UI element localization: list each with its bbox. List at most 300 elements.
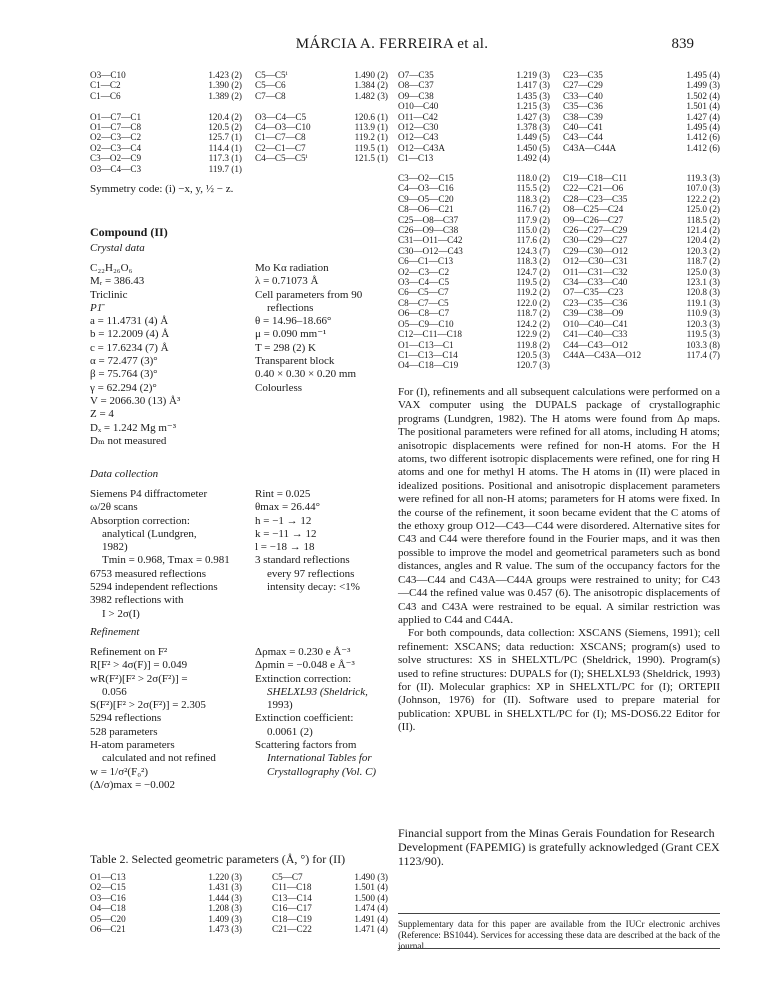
geometry-value: 120.6 (1): [354, 111, 388, 122]
radiation: Mo Kα radiation: [255, 262, 329, 274]
geometry-value: 118.3 (2): [516, 256, 550, 267]
atom-label: O7—C35: [398, 70, 434, 80]
geometry-value: 117.3 (1): [208, 153, 242, 164]
geometry-row: [398, 350, 550, 360]
geometry-value: 117.4 (7): [686, 349, 720, 360]
geometry-row: [398, 122, 550, 132]
geometry-value: 118.7 (2): [516, 308, 550, 319]
atom-label: C8—C7—C5: [398, 297, 449, 308]
geometry-value: 1.219 (3): [516, 70, 550, 80]
acknowledgement: Financial support from the Minas Gerais Foundation for Research Development (FAPEMIG) is gratefully acknowledged (Grant CEX 1123/90).: [398, 826, 720, 868]
wr-factor: wR(F²)[F² > 2σ(F²)] =: [90, 672, 188, 685]
atom-label: C11—C18: [272, 882, 312, 893]
standard-reflections: 3 standard reflections: [255, 554, 350, 567]
geometry-value: 1.482 (3): [354, 90, 388, 101]
geo-table-1-col5: [398, 173, 550, 371]
geometry-row: [272, 882, 388, 892]
geometry-row: [272, 893, 388, 903]
geometry-row: [398, 91, 550, 101]
atom-label: C1—C6: [90, 90, 121, 101]
geometry-row: [398, 153, 550, 163]
geometry-value: 119.5 (2): [516, 277, 550, 288]
geometry-value: 1.389 (2): [208, 90, 242, 101]
geometry-row: [398, 319, 550, 329]
geometry-value: 1.412 (6): [686, 142, 720, 153]
geometry-value: 120.3 (3): [686, 318, 720, 329]
atom-label: O3—C4—C5: [255, 111, 307, 122]
geometry-row: [563, 173, 720, 183]
atom-label: C23—C35: [563, 70, 603, 80]
geometry-row: [563, 194, 720, 204]
geometry-row: [90, 132, 242, 142]
atom-label: C41—C40—C33: [563, 329, 628, 340]
atom-label: C29—C30—O12: [563, 245, 628, 256]
geometry-row: [90, 924, 242, 934]
geometry-value: 120.5 (2): [208, 122, 242, 133]
geometry-value: 103.3 (8): [686, 339, 720, 350]
geometry-value: 125.0 (2): [686, 204, 720, 215]
geometry-row: [90, 153, 242, 163]
page-number: 839: [671, 36, 694, 52]
atom-label: O5—C9—C10: [398, 318, 454, 329]
atom-label: C1—C2: [90, 80, 121, 91]
geo-table-1-col6: [563, 173, 720, 360]
geometry-value: 1.502 (4): [686, 90, 720, 101]
geometry-row: [90, 143, 242, 153]
atom-label: C43—C44: [563, 132, 603, 143]
extinction-coefficient: Extinction coefficient:: [255, 712, 354, 725]
weighting: w = 1/σ²(F₀²): [90, 765, 149, 778]
absorption-cont1: analytical (Lundgren,: [102, 527, 197, 540]
geometry-row: [398, 256, 550, 266]
theta-range: θ = 14.96–18.66°: [255, 315, 332, 328]
atom-label: C30—O12—C43: [398, 245, 463, 256]
atom-label: C31—O11—C42: [398, 235, 463, 246]
h-atom-params: H-atom parameters: [90, 739, 175, 752]
geometry-value: 120.5 (3): [516, 349, 550, 360]
geometry-row: [398, 246, 550, 256]
crystal-colour: Colourless: [255, 381, 303, 394]
geometry-row: [255, 80, 388, 90]
geometry-row: [563, 143, 720, 153]
geometry-row: [398, 340, 550, 350]
geometry-value: 1.495 (4): [686, 122, 720, 133]
geometry-row: [398, 101, 550, 111]
atom-label: C12—C11—C18: [398, 329, 462, 340]
geometry-row: [563, 80, 720, 90]
geometry-row: [563, 112, 720, 122]
atom-label: C30—C29—C27: [563, 235, 628, 246]
cell-params-cont: reflections: [267, 301, 314, 314]
geometry-value: 121.5 (1): [354, 153, 388, 164]
geometry-value: 1.473 (3): [208, 924, 242, 935]
geometry-value: 1.495 (4): [686, 70, 720, 80]
geometry-row: [398, 80, 550, 90]
geometry-value: 119.3 (3): [686, 173, 720, 183]
geometry-value: 114.4 (1): [208, 142, 242, 153]
atom-label: [90, 101, 242, 111]
refinement-right: [255, 646, 376, 779]
atom-label: C27—C29: [563, 80, 603, 91]
reflections-count: 5294 reflections: [90, 712, 162, 725]
compound-2-heading: Compound (II): [90, 225, 168, 239]
geometry-value: 1.208 (3): [208, 903, 242, 914]
geometry-row: [563, 225, 720, 235]
atom-label: C34—C33—C40: [563, 277, 628, 288]
observed-criterion: I > 2σ(I): [102, 607, 140, 620]
atom-label: O10—C40: [398, 101, 439, 112]
geometry-row: [398, 287, 550, 297]
atom-label: C3—O2—C15: [398, 173, 454, 183]
geometry-value: 119.7 (1): [208, 163, 242, 174]
geometry-value: 1.417 (3): [516, 80, 550, 91]
geometry-row: [90, 164, 242, 174]
geometry-value: 1.409 (3): [208, 913, 242, 924]
atom-label: O1—C13—C1: [398, 339, 454, 350]
atom-label: C6—C1—C13: [398, 256, 454, 267]
atom-label: [255, 101, 388, 111]
rint: Rint = 0.025: [255, 488, 311, 500]
geometry-value: 120.3 (2): [686, 245, 720, 256]
geometry-row: [255, 101, 388, 111]
crystal-shape: Transparent block: [255, 355, 335, 368]
table-2-caption: Table 2. Selected geometric parameters (Å, °) for (II): [90, 852, 346, 866]
crystal-dx: Dₓ = 1.242 Mg m⁻³: [90, 421, 177, 434]
atom-label: O12—C43: [398, 132, 439, 143]
geometry-value: 118.0 (2): [516, 173, 550, 183]
atom-label: C7—C8: [255, 90, 286, 101]
atom-label: O6—C21: [90, 924, 126, 935]
atom-label: O3—C4—C3: [90, 163, 142, 174]
geometry-value: 120.4 (2): [686, 235, 720, 246]
observed-reflections: 3982 reflections with: [90, 594, 184, 607]
data-collection-left: [90, 488, 230, 621]
geometry-row: [563, 277, 720, 287]
mu: μ = 0.090 mm⁻¹: [255, 328, 327, 341]
geometry-row: [563, 122, 720, 132]
supplementary-rule-bottom: [398, 948, 720, 949]
geometry-row: [563, 308, 720, 318]
geometry-row: [90, 101, 242, 111]
geometry-row: [90, 112, 242, 122]
atom-label: C1—C7—C8: [255, 132, 306, 143]
geometry-value: 117.9 (2): [516, 214, 550, 225]
geometry-value: 118.3 (2): [516, 193, 550, 204]
atom-label: O11—C42: [398, 111, 438, 122]
geometry-row: [563, 350, 720, 360]
geometry-value: 1.423 (2): [208, 70, 242, 80]
crystal-c: c = 17.6234 (7) Å: [90, 341, 169, 354]
crystal-beta: β = 75.764 (3)°: [90, 368, 158, 381]
atom-label: C18—C19: [272, 913, 312, 924]
h-range: h = −1 → 12: [255, 514, 312, 527]
geo-table-1-col3: [398, 70, 550, 164]
atom-label: C44A—C43A—O12: [563, 349, 642, 360]
atom-label: C26—O9—C38: [398, 225, 459, 236]
parameters-count: 528 parameters: [90, 725, 158, 738]
refinement-heading: Refinement: [90, 626, 140, 638]
crystal-spacegroup: P1̄: [90, 301, 103, 314]
geometry-value: 119.2 (1): [354, 132, 388, 143]
atom-label: C44—C43—O12: [563, 339, 628, 350]
geometry-value: 120.7 (3): [516, 360, 550, 371]
atom-label: C1—C13—C14: [398, 349, 458, 360]
tmin-tmax: Tmin = 0.968, Tmax = 0.981: [102, 554, 230, 567]
geometry-row: [90, 882, 242, 892]
atom-label: O4—C18—C19: [398, 360, 459, 371]
atom-label: O7—C35—C23: [563, 287, 624, 298]
geometry-row: [398, 143, 550, 153]
crystal-a: a = 11.4731 (4) Å: [90, 315, 169, 328]
atom-label: C6—C5—C7: [398, 287, 449, 298]
refine-on: Refinement on F²: [90, 646, 168, 658]
geometry-row: [563, 267, 720, 277]
scattering-source-cont: Crystallography (Vol. C): [267, 765, 377, 778]
geometry-value: 123.1 (3): [686, 277, 720, 288]
atom-label: O12—C30—C31: [563, 256, 628, 267]
atom-label: O3—C10: [90, 70, 126, 80]
geometry-value: 1.501 (4): [686, 101, 720, 112]
geometry-value: 125.7 (1): [208, 132, 242, 143]
goodness-of-fit: S(F²)[F² > 2σ(F²)] = 2.305: [90, 699, 206, 712]
atom-label: O3—C16: [90, 892, 126, 903]
theta-max: θmax = 26.44°: [255, 501, 321, 514]
atom-label: O2—C3—C4: [90, 142, 142, 153]
atom-label: C33—C40: [563, 90, 603, 101]
atom-label: O10—C40—C41: [563, 318, 628, 329]
geometry-value: 119.2 (2): [516, 287, 550, 298]
geometry-value: 118.5 (2): [686, 214, 720, 225]
delta-rho-min: Δρmin = −0.048 e Å⁻³: [255, 659, 355, 672]
atom-label: C40—C41: [563, 122, 603, 133]
geometry-row: [255, 153, 388, 163]
geometry-row: [90, 872, 242, 882]
independent-reflections: 5294 independent reflections: [90, 581, 218, 594]
atom-label: C22—C21—O6: [563, 183, 624, 194]
atom-label: C38—C39: [563, 111, 603, 122]
geometry-row: [90, 91, 242, 101]
geometry-row: [563, 319, 720, 329]
geometry-value: 120.8 (3): [686, 287, 720, 298]
body-text: [398, 386, 720, 735]
geometry-value: 1.435 (3): [516, 90, 550, 101]
atom-label: C26—C27—C29: [563, 225, 628, 236]
wavelength: λ = 0.71073 Å: [255, 275, 319, 288]
geometry-value: 122.9 (2): [516, 329, 550, 340]
atom-label: C8—O6—C21: [398, 204, 454, 215]
atom-label: O11—C31—C32: [563, 266, 628, 277]
geometry-row: [255, 143, 388, 153]
atom-label: C19—C18—C11: [563, 173, 627, 183]
geometry-row: [255, 132, 388, 142]
geometry-row: [255, 122, 388, 132]
geometry-row: [90, 903, 242, 913]
k-range: k = −11 → 12: [255, 527, 317, 540]
shift-esd: (Δ/σ)max = −0.002: [90, 778, 175, 791]
atom-label: C16—C17: [272, 903, 312, 914]
geometry-row: [398, 112, 550, 122]
geometry-row: [398, 277, 550, 287]
geometry-value: 119.5 (3): [686, 329, 720, 340]
crystal-z: Z = 4: [90, 408, 114, 421]
geometry-row: [563, 256, 720, 266]
geometry-value: 1.431 (3): [208, 882, 242, 893]
geometry-row: [398, 194, 550, 204]
geometry-value: 119.8 (2): [516, 339, 550, 350]
geometry-row: [563, 287, 720, 297]
geometry-row: [563, 132, 720, 142]
geometry-value: 1.449 (5): [516, 132, 550, 143]
geometry-value: 124.2 (2): [516, 318, 550, 329]
crystal-dm: Dₘ not measured: [90, 434, 167, 447]
atom-label: O3—C4—C5: [398, 277, 450, 288]
atom-label: O1—C7—C8: [90, 122, 142, 133]
geometry-value: 1.500 (4): [354, 892, 388, 903]
atom-label: C4—O3—C10: [255, 122, 311, 133]
atom-label: C5—C5ⁱ: [255, 70, 288, 80]
geometry-value: 115.0 (2): [516, 225, 550, 236]
atom-label: C5—C6: [255, 80, 286, 91]
intensity-decay: intensity decay: <1%: [267, 581, 360, 594]
geometry-row: [398, 360, 550, 370]
geometry-value: 1.444 (3): [208, 892, 242, 903]
geometry-row: [398, 204, 550, 214]
atom-label: C35—C36: [563, 101, 603, 112]
extinction-program-year: 1993): [267, 699, 293, 712]
crystal-data-heading: Crystal data: [90, 242, 145, 254]
geometry-value: 1.412 (6): [686, 132, 720, 143]
geometry-value: 1.390 (2): [208, 80, 242, 91]
geo-table-1-col4: [563, 70, 720, 153]
atom-label: O8—C25—C24: [563, 204, 624, 215]
measured-reflections: 6753 measured reflections: [90, 567, 207, 580]
geometry-row: [563, 298, 720, 308]
geometry-value: 125.0 (3): [686, 266, 720, 277]
h-atom-params-cont: calculated and not refined: [102, 752, 216, 765]
geometry-value: 120.4 (2): [208, 111, 242, 122]
geometry-value: 1.220 (3): [208, 872, 242, 882]
atom-label: C23—C35—C36: [563, 297, 628, 308]
table-2-col1: [90, 872, 242, 934]
geometry-value: 124.3 (7): [516, 245, 550, 256]
diffractometer: Siemens P4 diffractometer: [90, 488, 208, 500]
crystal-system: Triclinic: [90, 288, 128, 301]
atom-label: O1—C13: [90, 872, 126, 882]
extinction-value: 0.0061 (2): [267, 725, 313, 738]
geometry-row: [398, 225, 550, 235]
crystal-b: b = 12.2009 (4) Å: [90, 328, 170, 341]
atom-label: O12—C43A: [398, 142, 445, 153]
atom-label: C39—C38—O9: [563, 308, 624, 319]
crystal-data-right: [255, 262, 362, 395]
table-2-col2: [272, 872, 388, 934]
geometry-row: [563, 215, 720, 225]
geometry-value: 1.490 (3): [354, 872, 388, 882]
geometry-row: [255, 70, 388, 80]
geometry-row: [90, 122, 242, 132]
extinction-correction: Extinction correction:: [255, 672, 352, 685]
atom-label: O6—C8—C7: [398, 308, 450, 319]
extinction-program: SHELXL93 (Sheldrick,: [267, 685, 368, 698]
geometry-row: [398, 132, 550, 142]
temperature: T = 298 (2) K: [255, 341, 316, 354]
atom-label: O2—C15: [90, 882, 126, 893]
supplementary-rule-top: [398, 913, 720, 914]
atom-label: C21—C22: [272, 924, 312, 935]
geometry-row: [398, 298, 550, 308]
cell-params: Cell parameters from 90: [255, 288, 363, 301]
crystal-gamma: γ = 62.294 (2)°: [90, 381, 157, 394]
atom-label: C5—C7: [272, 872, 303, 882]
geometry-row: [398, 173, 550, 183]
atom-label: O2—C3—C2: [90, 132, 142, 143]
geometry-value: 1.427 (4): [686, 111, 720, 122]
geometry-value: 1.384 (2): [354, 80, 388, 91]
geometry-value: 1.490 (2): [354, 70, 388, 80]
geometry-value: 118.7 (2): [686, 256, 720, 267]
geometry-row: [90, 914, 242, 924]
geometry-row: [398, 308, 550, 318]
refinement-left: [90, 646, 216, 792]
geometry-value: 1.450 (5): [516, 142, 550, 153]
geometry-row: [255, 91, 388, 101]
geometry-value: 119.5 (1): [354, 142, 388, 153]
geometry-row: [272, 872, 388, 882]
geometry-row: [272, 914, 388, 924]
geometry-value: 121.4 (2): [686, 225, 720, 236]
crystal-alpha: α = 72.477 (3)°: [90, 355, 158, 368]
geometry-row: [563, 101, 720, 111]
l-range: l = −18 → 18: [255, 541, 315, 554]
crystal-mr: Mᵣ = 386.43: [90, 275, 145, 288]
crystal-data-left: [90, 262, 180, 448]
atom-label: C2—C1—C7: [255, 142, 306, 153]
geometry-row: [398, 70, 550, 80]
atom-label: C43A—C44A: [563, 142, 617, 153]
atom-label: C28—C23—C35: [563, 193, 628, 204]
geometry-value: 107.0 (3): [686, 183, 720, 194]
geometry-row: [563, 246, 720, 256]
geometry-row: [563, 340, 720, 350]
geometry-row: [563, 235, 720, 245]
geometry-value: 122.0 (2): [516, 297, 550, 308]
geo-table-1-col1: [90, 70, 242, 174]
crystal-size: 0.40 × 0.30 × 0.20 mm: [255, 368, 357, 381]
atom-label: C4—O3—C16: [398, 183, 454, 194]
geometry-value: 1.501 (4): [354, 882, 388, 893]
geometry-row: [398, 329, 550, 339]
atom-label: O9—C26—C27: [563, 214, 624, 225]
data-collection-right: [255, 488, 360, 594]
geometry-row: [398, 215, 550, 225]
geometry-row: [90, 80, 242, 90]
geometry-value: 1.378 (3): [516, 122, 550, 133]
geometry-row: [563, 204, 720, 214]
geometry-row: [272, 924, 388, 934]
absorption: Absorption correction:: [90, 514, 190, 527]
geometry-value: 117.6 (2): [516, 235, 550, 246]
geometry-value: 110.9 (3): [686, 308, 720, 319]
standard-frequency: every 97 reflections: [267, 567, 355, 580]
geometry-row: [563, 183, 720, 193]
geometry-row: [272, 903, 388, 913]
atom-label: O5—C20: [90, 913, 126, 924]
geometry-value: 1.215 (3): [516, 101, 550, 112]
geometry-row: [563, 329, 720, 339]
geometry-row: [398, 183, 550, 193]
geo-table-1-col2: [255, 70, 388, 164]
geometry-value: 1.471 (4): [354, 924, 388, 935]
